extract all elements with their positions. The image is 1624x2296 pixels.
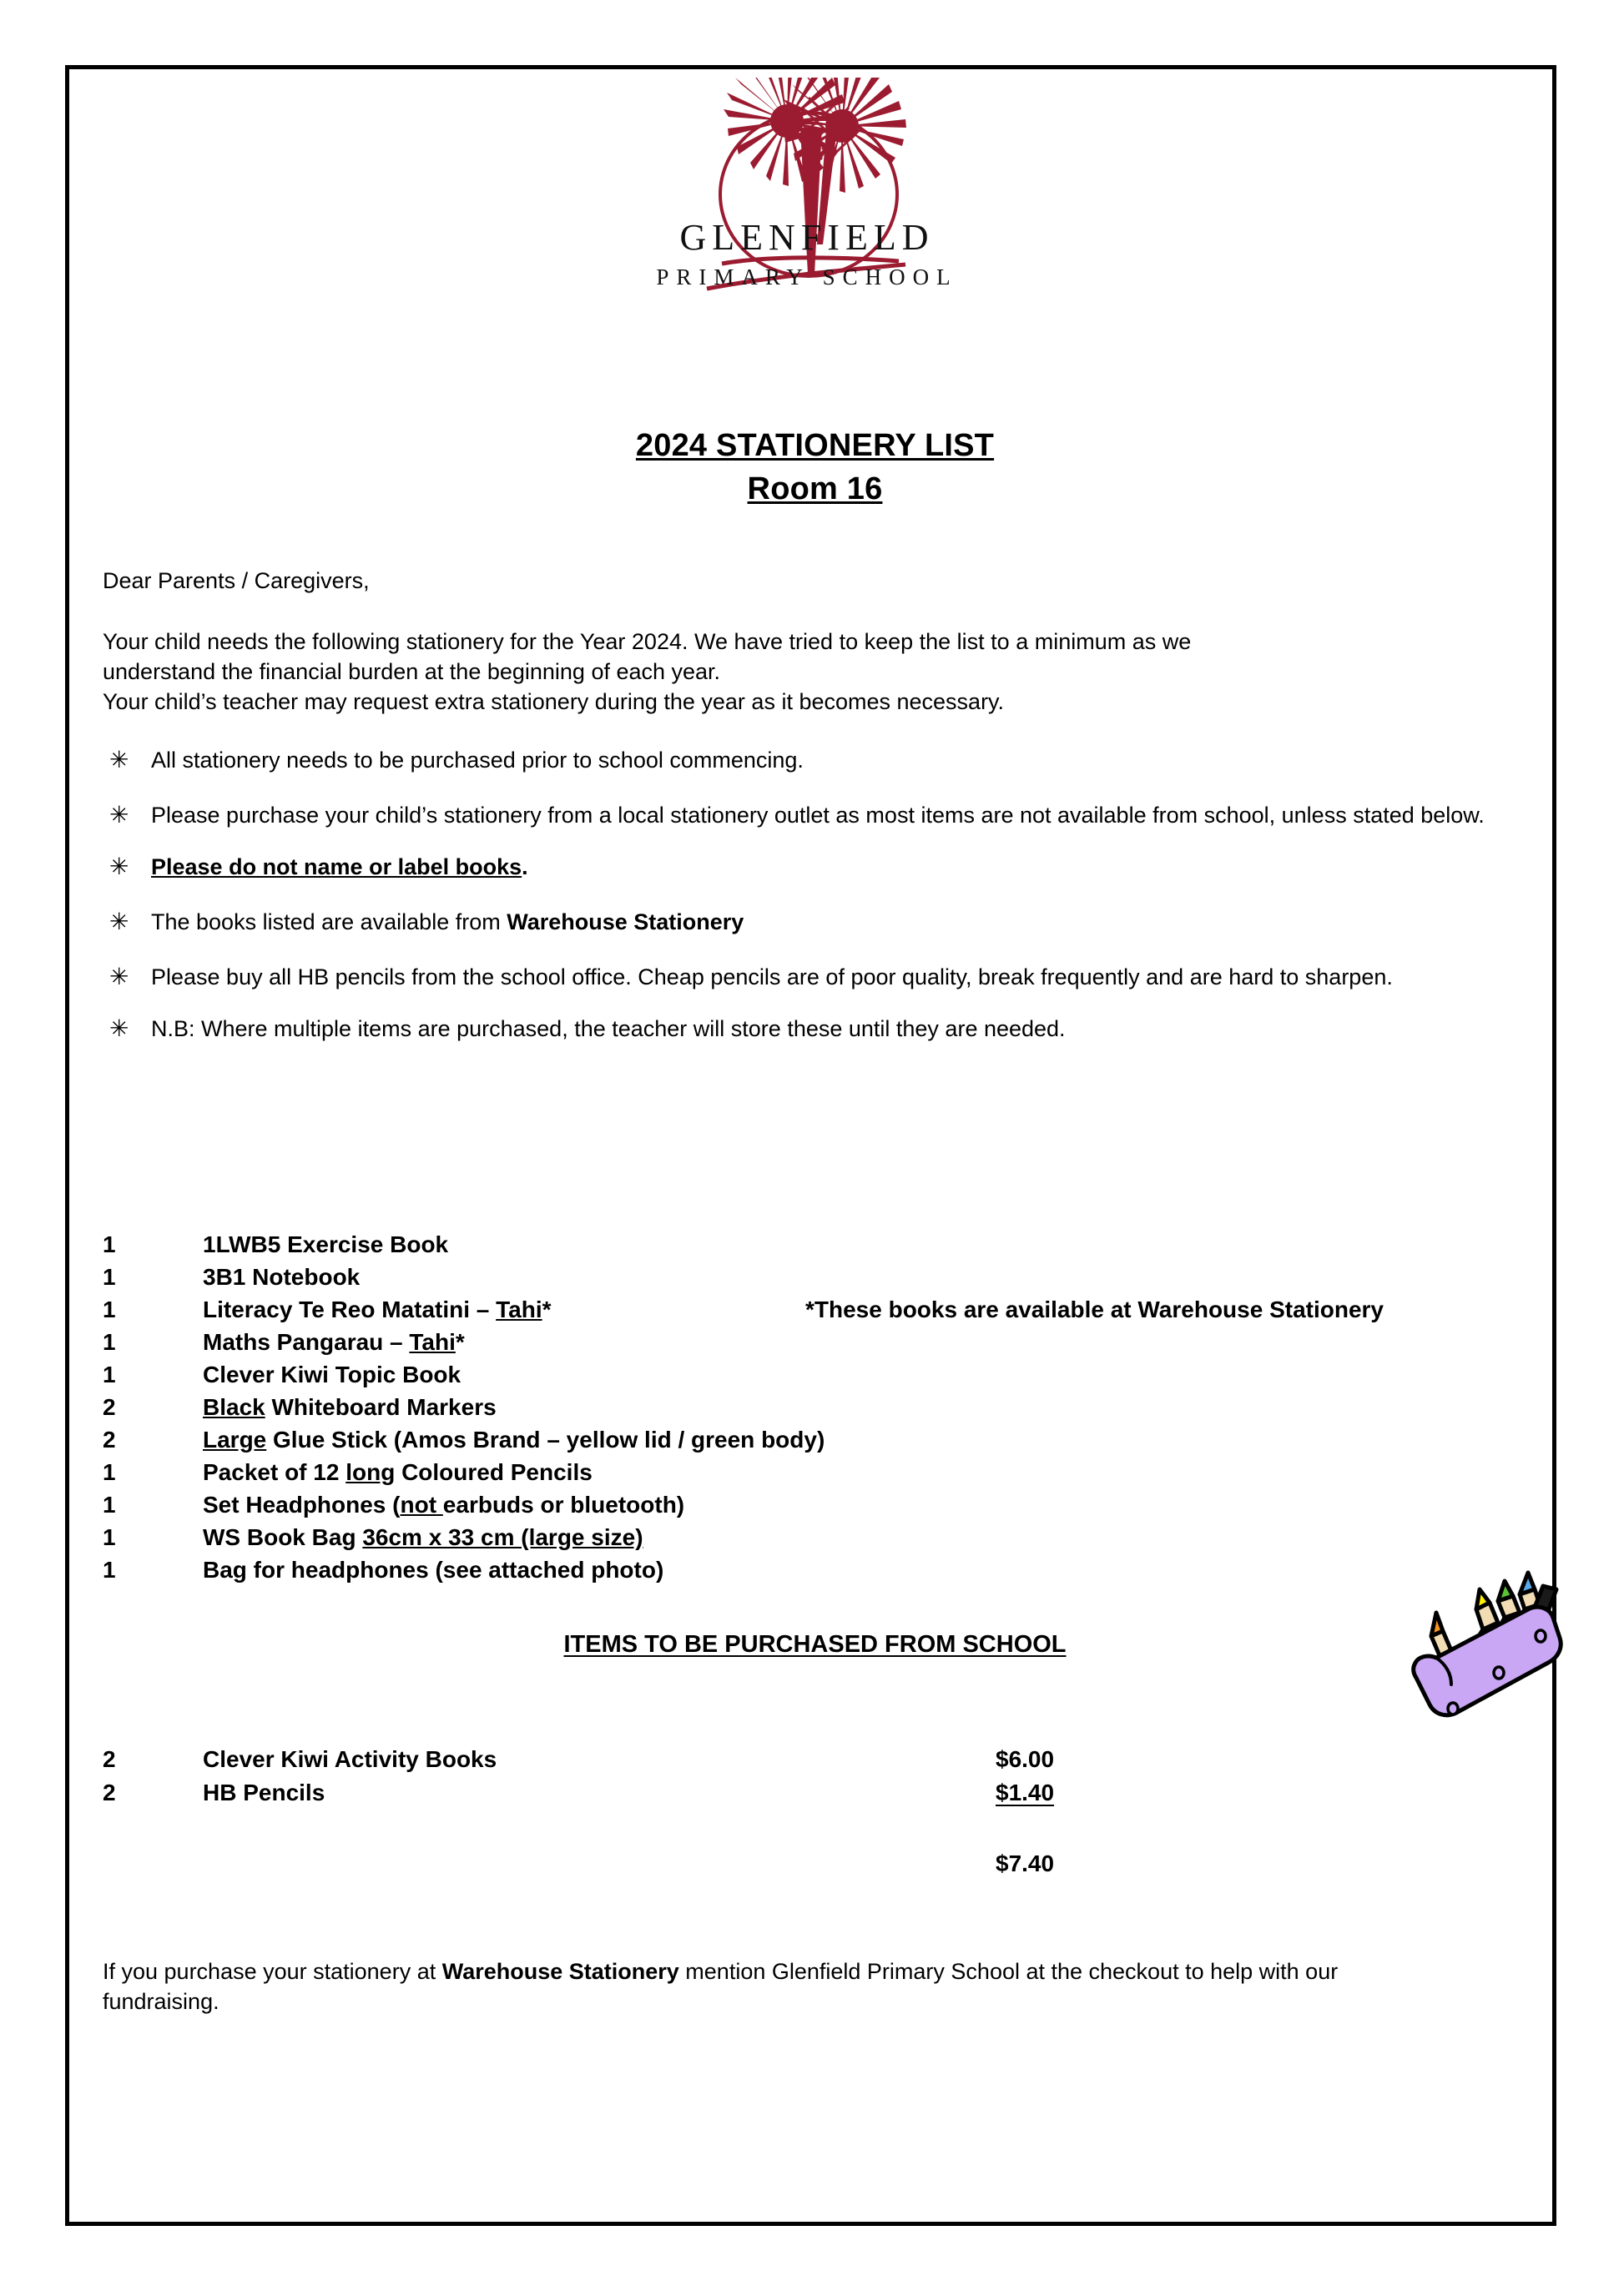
glenfield-logo-graphic	[623, 78, 991, 320]
item-text: WS Book Bag	[203, 1524, 363, 1550]
footer-retailer-name: Warehouse Stationery	[441, 1959, 679, 1984]
item-description	[203, 1524, 643, 1551]
document-content	[103, 69, 1527, 2222]
item-text: Glue Stick (Amos Brand – yellow lid / green body)	[266, 1427, 825, 1453]
item-quantity: 2	[103, 1427, 116, 1453]
warehouse-availability-note: *These books are available at Warehouse Stationery	[805, 1297, 1384, 1322]
item-description	[203, 1427, 825, 1453]
table-row	[103, 1780, 1271, 1813]
item-description	[203, 1492, 684, 1518]
item-text-underlined: long	[345, 1459, 396, 1485]
item-quantity: 1	[103, 1297, 116, 1322]
list-item	[103, 1427, 1521, 1459]
item-quantity: 1	[103, 1557, 116, 1583]
bullet-period: .	[522, 854, 528, 879]
bullet-item-nb-multiple-items	[103, 1014, 1521, 1044]
item-text-underlined: Black	[203, 1394, 265, 1420]
item-text-asterisk: *	[455, 1329, 465, 1355]
item-text-underlined: 36cm x 33 cm (large size)	[362, 1524, 643, 1550]
bullet-emphasis: Please do not name or label books	[151, 854, 522, 879]
item-text: Set Headphones (	[203, 1492, 401, 1518]
item-text: Literacy Te Reo Matatini –	[203, 1297, 497, 1322]
school-purchase-heading	[103, 1631, 1527, 1659]
footer-text-line-2: fundraising.	[103, 1989, 219, 2014]
bullet-text: All stationery needs to be purchased prior to school commencing.	[151, 748, 804, 773]
row-label: Clever Kiwi Activity Books	[203, 1746, 497, 1772]
table-row	[103, 1746, 1271, 1780]
bullet-item-purchase-prior	[103, 745, 1521, 775]
item-text: 1LWB5 Exercise Book	[203, 1231, 449, 1257]
item-quantity: 1	[103, 1524, 116, 1550]
logo-wordmark-glenfield: GLENFIELD	[679, 217, 934, 258]
intro-line-1: Your child needs the following stationery for the Year 2024. We have tried to keep the list to a minimum as we	[103, 629, 1192, 654]
list-item	[103, 1264, 1521, 1297]
item-description	[203, 1264, 360, 1291]
item-quantity: 1	[103, 1459, 116, 1485]
asterisk-bullet-icon: ✳	[109, 802, 129, 828]
item-description	[203, 1362, 461, 1388]
list-item	[103, 1459, 1521, 1492]
item-text-tail: Coloured Pencils	[395, 1459, 593, 1485]
item-quantity: 1	[103, 1492, 116, 1518]
item-quantity: 2	[103, 1394, 116, 1420]
item-text: Clever Kiwi Topic Book	[203, 1362, 461, 1387]
list-item	[103, 1231, 1521, 1264]
list-item	[103, 1492, 1521, 1524]
item-text: 3B1 Notebook	[203, 1264, 361, 1290]
page-title	[103, 424, 1527, 511]
item-quantity: 1	[103, 1231, 116, 1257]
bullet-text	[151, 907, 1521, 937]
row-price: $1.40	[996, 1780, 1055, 1805]
fundraising-note	[103, 1956, 1521, 2017]
logo-wordmark-primary-school: PRIMARY SCHOOL	[655, 264, 958, 290]
notice-bullet-list	[103, 745, 1521, 1044]
row-quantity: 2	[103, 1746, 116, 1772]
item-text: Maths Pangarau –	[203, 1329, 410, 1355]
school-logo	[103, 78, 1527, 328]
asterisk-bullet-icon: ✳	[109, 853, 129, 879]
item-description	[203, 1557, 663, 1584]
item-description	[203, 1459, 593, 1486]
item-text: Whiteboard Markers	[265, 1394, 497, 1420]
list-item	[103, 1524, 1521, 1557]
row-quantity: 2	[103, 1780, 116, 1805]
item-text-underlined: Tahi	[409, 1329, 456, 1355]
list-item	[103, 1394, 1521, 1427]
school-purchase-table	[103, 1746, 1271, 1813]
intro-line-2: understand the financial burden at the beginning of each year.	[103, 659, 721, 684]
asterisk-bullet-icon: ✳	[109, 747, 129, 773]
item-quantity: 1	[103, 1329, 116, 1355]
title-line-2: Room 16	[747, 471, 883, 506]
item-text-underlined: Tahi	[496, 1297, 542, 1322]
stationery-item-list	[103, 1231, 1521, 1589]
salutation: Dear Parents / Caregivers,	[103, 568, 370, 593]
footer-text-b: mention Glenfield Primary School at the checkout to help with our	[678, 1959, 1339, 1984]
school-purchase-total: $7.40	[996, 1850, 1055, 1876]
intro-paragraph-2: Your child’s teacher may request extra stationery during the year as it becomes necessary.	[103, 689, 1005, 714]
item-text: Bag for headphones (see attached photo)	[203, 1557, 664, 1583]
bullet-item-do-not-name-books	[103, 852, 1521, 882]
item-text-asterisk: *	[542, 1297, 552, 1322]
item-quantity: 1	[103, 1264, 116, 1290]
title-line-1: 2024 STATIONERY LIST	[635, 428, 995, 463]
list-item	[103, 1557, 1521, 1589]
bullet-text	[151, 852, 1521, 882]
pencil-case-illustration	[1379, 1538, 1624, 1730]
item-description	[203, 1231, 448, 1258]
bullet-item-books-available-warehouse	[103, 907, 1521, 937]
row-price: $6.00	[996, 1746, 1055, 1772]
asterisk-bullet-icon: ✳	[109, 1015, 129, 1041]
item-description	[203, 1297, 552, 1323]
item-description	[203, 1329, 465, 1356]
list-item	[103, 1329, 1521, 1362]
item-text-tail: earbuds or bluetooth)	[442, 1492, 685, 1518]
asterisk-bullet-icon: ✳	[109, 909, 129, 934]
item-text: Packet of 12	[203, 1459, 346, 1485]
asterisk-bullet-icon: ✳	[109, 964, 129, 989]
retailer-name: Warehouse Stationery	[507, 909, 744, 934]
bullet-text: Please buy all HB pencils from the school office. Cheap pencils are of poor quality, break frequently and are hard to sharpen.	[151, 964, 1393, 989]
item-text-underlined: Large	[203, 1427, 267, 1453]
list-item	[103, 1362, 1521, 1394]
item-quantity: 1	[103, 1362, 116, 1387]
item-text-underlined: not	[400, 1492, 443, 1518]
intro-paragraph-1	[103, 627, 1521, 687]
pencil-case-graphic	[1379, 1538, 1624, 1730]
page-border	[65, 65, 1556, 2226]
item-description	[203, 1394, 497, 1421]
bullet-text: Please purchase your child’s stationery from a local stationery outlet as most items are not available from school, unless stated below.	[151, 803, 1485, 828]
bullet-text-plain: The books listed are available from	[151, 909, 507, 934]
bullet-item-local-outlet	[103, 800, 1521, 830]
bullet-item-hb-pencils-office	[103, 962, 1521, 992]
row-label: HB Pencils	[203, 1780, 325, 1805]
school-purchase-heading-text: ITEMS TO BE PURCHASED FROM SCHOOL	[563, 1631, 1067, 1658]
bullet-text: N.B: Where multiple items are purchased, the teacher will store these until they are needed.	[151, 1016, 1066, 1041]
footer-text-a: If you purchase your stationery at	[103, 1959, 442, 1984]
